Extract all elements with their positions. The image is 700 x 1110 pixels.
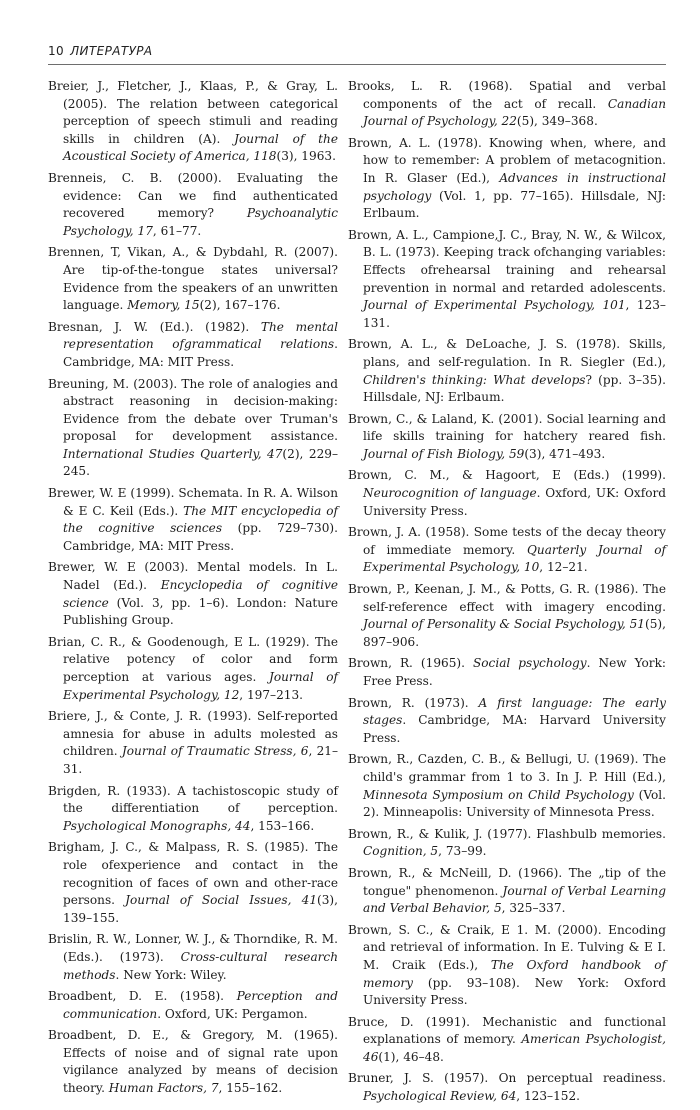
reference-source-italic: Journal of Social Issues, 41: [125, 893, 318, 908]
reference-source-italic: International Studies Quarterly, 47: [63, 446, 283, 461]
references-left-column: [48, 78, 338, 1102]
page-number: 10: [48, 44, 65, 58]
header-rule: [48, 64, 666, 65]
reference-text: Brigham, J. C., & Malpass, R. S. (1985). The role ofexperience and contact in the recognition of faces of own and other-race persons.: [48, 840, 338, 908]
reference-text: Broadbent, D. E. (1958).: [48, 989, 237, 1004]
reference-entry: [48, 559, 338, 629]
reference-source-italic: Human Factors, 7: [108, 1081, 219, 1096]
reference-entry: [348, 695, 666, 748]
reference-source-italic: Canadian Journal of Psychology, 22: [363, 96, 666, 129]
reference-text: Brigden, R. (1933). A tachistoscopic study of the differentiation of perception.: [48, 783, 338, 816]
reference-source-italic: Memory, 15: [127, 298, 200, 313]
reference-text: Breier, J., Fletcher, J., Klaas, P., & Gray, L. (2005). The relation between categorical perception of speech stimuli and reading skills in children (A).: [48, 79, 338, 146]
reference-source-italic: Quarterly Journal of Experimental Psychology, 10: [363, 542, 666, 575]
reference-source-italic: Journal of Experimental Psychology, 12: [63, 670, 338, 702]
reference-source-italic: Journal of Verbal Learning and Verbal Behavior, 5: [363, 883, 666, 916]
reference-text: Brown, C., & Laland, K. (2001). Social learning and life skills training for hatchery reared fish.: [348, 411, 666, 444]
reference-entry: [348, 524, 666, 577]
reference-text: ? (pp. 3–35). Hillsdale, NJ: Erlbaum.: [363, 372, 666, 405]
reference-source-italic: The mental representation ofgrammatical relations: [63, 319, 338, 352]
reference-text: (2), 229–245.: [63, 446, 339, 479]
reference-text: Brown, S. C., & Craik, E 1. M. (2000). Encoding and retrieval of information. In E. Tulving & E I. M. Craik (Eds.),: [348, 922, 666, 972]
reference-text: Brown, A. L., Campione,J. C., Bray, N. W., & Wilcox, B. L. (1973). Keeping track ofchanging variables: Effects ofrehearsal training and rehearsal prevention in normal and retarded adolescents.: [348, 227, 666, 295]
reference-source-italic: American Psychologist, 46: [363, 1032, 666, 1064]
reference-source-italic: Journal of Personality & Social Psychology, 51: [363, 617, 646, 632]
reference-text: Breuning, M. (2003). The role of analogies and abstract reasoning in decision-making: Evidence from the debate over Truman's proposal for development assistance.: [48, 376, 338, 444]
reference-source-italic: The Oxford handbook of memory: [363, 957, 666, 990]
reference-source-italic: Psychological Monographs, 44: [63, 818, 251, 833]
reference-text: (pp. 729–730). Cambridge, MA: MIT Press.: [63, 521, 338, 553]
reference-entry: [348, 1070, 666, 1105]
reference-text: (pp. 93–108). New York: Oxford University Press.: [363, 975, 666, 1008]
reference-text: (Vol. 2). Minneapolis: University of Minnesota Press.: [363, 787, 666, 820]
reference-entry: [348, 78, 666, 131]
reference-text: (2), 167–176.: [199, 298, 281, 313]
reference-text: , 197–213.: [239, 687, 304, 702]
reference-entry: [348, 581, 666, 651]
reference-source-italic: Journal of Traumatic Stress, 6: [121, 744, 309, 759]
reference-text: , 153–166.: [250, 818, 315, 833]
reference-text: Brian, C. R., & Goodenough, E L. (1929). The relative potency of color and form perception at various ages.: [48, 634, 338, 684]
reference-source-italic: Journal of Experimental Psychology, 101: [363, 298, 626, 313]
reference-source-italic: Psychoanalytic Psychology, 17: [63, 206, 338, 238]
reference-text: Brown, A. L., & DeLoache, J. S. (1978). Skills, plans, and self-regulation. In R. Siegler (Ed.),: [348, 337, 666, 369]
reference-text: (3), 1963.: [276, 149, 336, 164]
reference-text: (1), 46–48.: [378, 1049, 444, 1064]
reference-text: Brennen, T, Vikan, A., & Dybdahl, R. (2007). Are tip-of-the-tongue states universal? Evidence from the speakers of an unwritten language.: [48, 245, 338, 313]
reference-entry: [48, 170, 338, 240]
reference-text: (Vol. 1, pp. 77–165). Hillsdale, NJ: Erlbaum.: [363, 188, 666, 221]
reference-entry: [48, 708, 338, 778]
reference-source-italic: A first language: The early stages: [363, 695, 666, 728]
reference-entry: [48, 1027, 338, 1097]
reference-source-italic: Advances in instructional psychology: [363, 170, 666, 203]
reference-text: Brooks, L. R. (1968). Spatial and verbal components of the act of recall.: [348, 79, 666, 111]
reference-source-italic: Psychological Review, 64: [363, 1089, 517, 1104]
reference-entry: [348, 655, 666, 690]
reference-text: Brown, R., Cazden, C. B., & Bellugi, U. (1969). The child's grammar from 1 to 3. In J. P. Hill (Ed.),: [348, 752, 666, 784]
reference-text: Brewer, W. E (2003). Mental models. In L. Nadel (Ed.).: [48, 560, 338, 593]
reference-entry: [48, 783, 338, 836]
reference-text: Bresnan, J. W. (Ed.). (1982).: [48, 319, 261, 334]
reference-entry: [48, 376, 338, 482]
reference-source-italic: Perception and communication: [63, 989, 338, 1021]
reference-entry: [48, 988, 338, 1023]
reference-text: , 21–31.: [63, 744, 339, 776]
reference-source-italic: Neurocognition of language: [363, 486, 537, 501]
reference-text: , 12–21.: [539, 560, 588, 575]
reference-entry: [48, 78, 338, 166]
reference-text: , 73–99.: [438, 844, 487, 859]
reference-text: Brown, R., & Kulik, J. (1977). Flashbulb memories.: [348, 826, 666, 841]
reference-text: Brenneis, C. B. (2000). Evaluating the evidence: Can we find authenticated recovered memory?: [48, 170, 338, 221]
reference-entry: [48, 485, 338, 555]
reference-source-italic: Journal of the Acoustical Society of America, 118: [63, 131, 338, 164]
reference-text: , 123–152.: [516, 1089, 581, 1104]
reference-source-italic: Cross-cultural research methods: [63, 949, 338, 982]
reference-text: Bruce, D. (1991). Mechanistic and functional explanations of memory.: [348, 1014, 666, 1047]
reference-entry: [348, 336, 666, 406]
reference-source-italic: Social psychology: [472, 656, 587, 671]
reference-text: Brown, C. M., & Hagoort, E (Eds.) (1999).: [348, 468, 666, 483]
reference-text: . New York: Free Press.: [363, 656, 666, 688]
reference-entry: [348, 865, 666, 918]
reference-source-italic: Children's thinking: What develops: [363, 372, 586, 387]
reference-entry: [48, 319, 338, 372]
reference-text: Bruner, J. S. (1957). On perceptual readiness.: [348, 1071, 666, 1086]
reference-entry: [348, 227, 666, 333]
reference-source-italic: The MIT encyclopedia of the cognitive sciences: [63, 503, 338, 536]
reference-text: (5), 897–906.: [363, 617, 666, 649]
reference-source-italic: Minnesota Symposium on Child Psychology: [363, 787, 634, 802]
reference-text: . Cambridge, MA: MIT Press.: [63, 337, 338, 369]
reference-text: , 61–77.: [152, 223, 202, 238]
reference-text: . Oxford, UK: Oxford University Press.: [363, 486, 666, 518]
reference-source-italic: Journal of Fish Biology, 59: [363, 446, 525, 461]
reference-text: . Cambridge, MA: Harvard University Press.: [363, 713, 666, 745]
reference-text: . Oxford, UK: Pergamon.: [157, 1006, 308, 1021]
reference-entry: [348, 467, 666, 520]
references-right-column: [348, 78, 666, 1110]
reference-source-italic: Encyclopedia of cognitive science: [63, 578, 338, 610]
reference-entry: [348, 751, 666, 821]
reference-text: . New York: Wiley.: [115, 967, 227, 982]
reference-text: Brown, R., & McNeill, D. (1966). The „tip of the tongue" phenomenon.: [348, 865, 666, 898]
reference-text: Broadbent, D. E., & Gregory, M. (1965). Effects of noise and of signal rate upon vigilance analyzed by means of decision theory.: [48, 1028, 338, 1096]
reference-text: Brown, A. L. (1978). Knowing when, where, and how to remember: A problem of metacognition. In R. Glaser (Ed.),: [348, 135, 666, 185]
reference-text: Brown, R. (1965).: [348, 656, 473, 671]
reference-entry: [348, 1014, 666, 1067]
reference-source-italic: Cognition, 5: [363, 844, 439, 859]
reference-text: (Vol. 3, pp. 1–6). London: Nature Publishing Group.: [63, 595, 338, 628]
reference-entry: [348, 135, 666, 223]
reference-entry: [348, 411, 666, 464]
reference-entry: [48, 839, 338, 927]
running-head: [48, 44, 153, 58]
reference-entry: [48, 931, 338, 984]
reference-text: Brown, R. (1973).: [348, 695, 479, 710]
reference-text: (5), 349–368.: [516, 114, 598, 129]
reference-text: Brewer, W. E (1999). Schemata. In R. A. Wilson & E C. Keil (Eds.).: [48, 486, 338, 518]
reference-entry: [48, 634, 338, 704]
reference-entry: [348, 922, 666, 1010]
reference-text: (3), 139–155.: [63, 893, 338, 925]
reference-text: Briere, J., & Conte, J. R. (1993). Self-reported amnesia for abuse in adults molested as children.: [48, 709, 338, 759]
reference-text: , 155–162.: [218, 1081, 283, 1096]
reference-text: , 325–337.: [501, 901, 566, 916]
reference-text: Brislin, R. W., Lonner, W. J., & Thorndike, R. M. (Eds.). (1973).: [48, 932, 338, 964]
section-title: ЛИТЕРАТУРА: [70, 44, 153, 58]
reference-text: Brown, P., Keenan, J. M., & Potts, G. R. (1986). The self-reference effect with imagery encoding.: [348, 582, 666, 614]
reference-entry: [348, 826, 666, 861]
reference-text: (3), 471–493.: [524, 446, 606, 461]
reference-text: , 123–131.: [363, 298, 666, 330]
reference-text: Brown, J. A. (1958). Some tests of the decay theory of immediate memory.: [348, 525, 666, 557]
reference-entry: [48, 244, 338, 314]
